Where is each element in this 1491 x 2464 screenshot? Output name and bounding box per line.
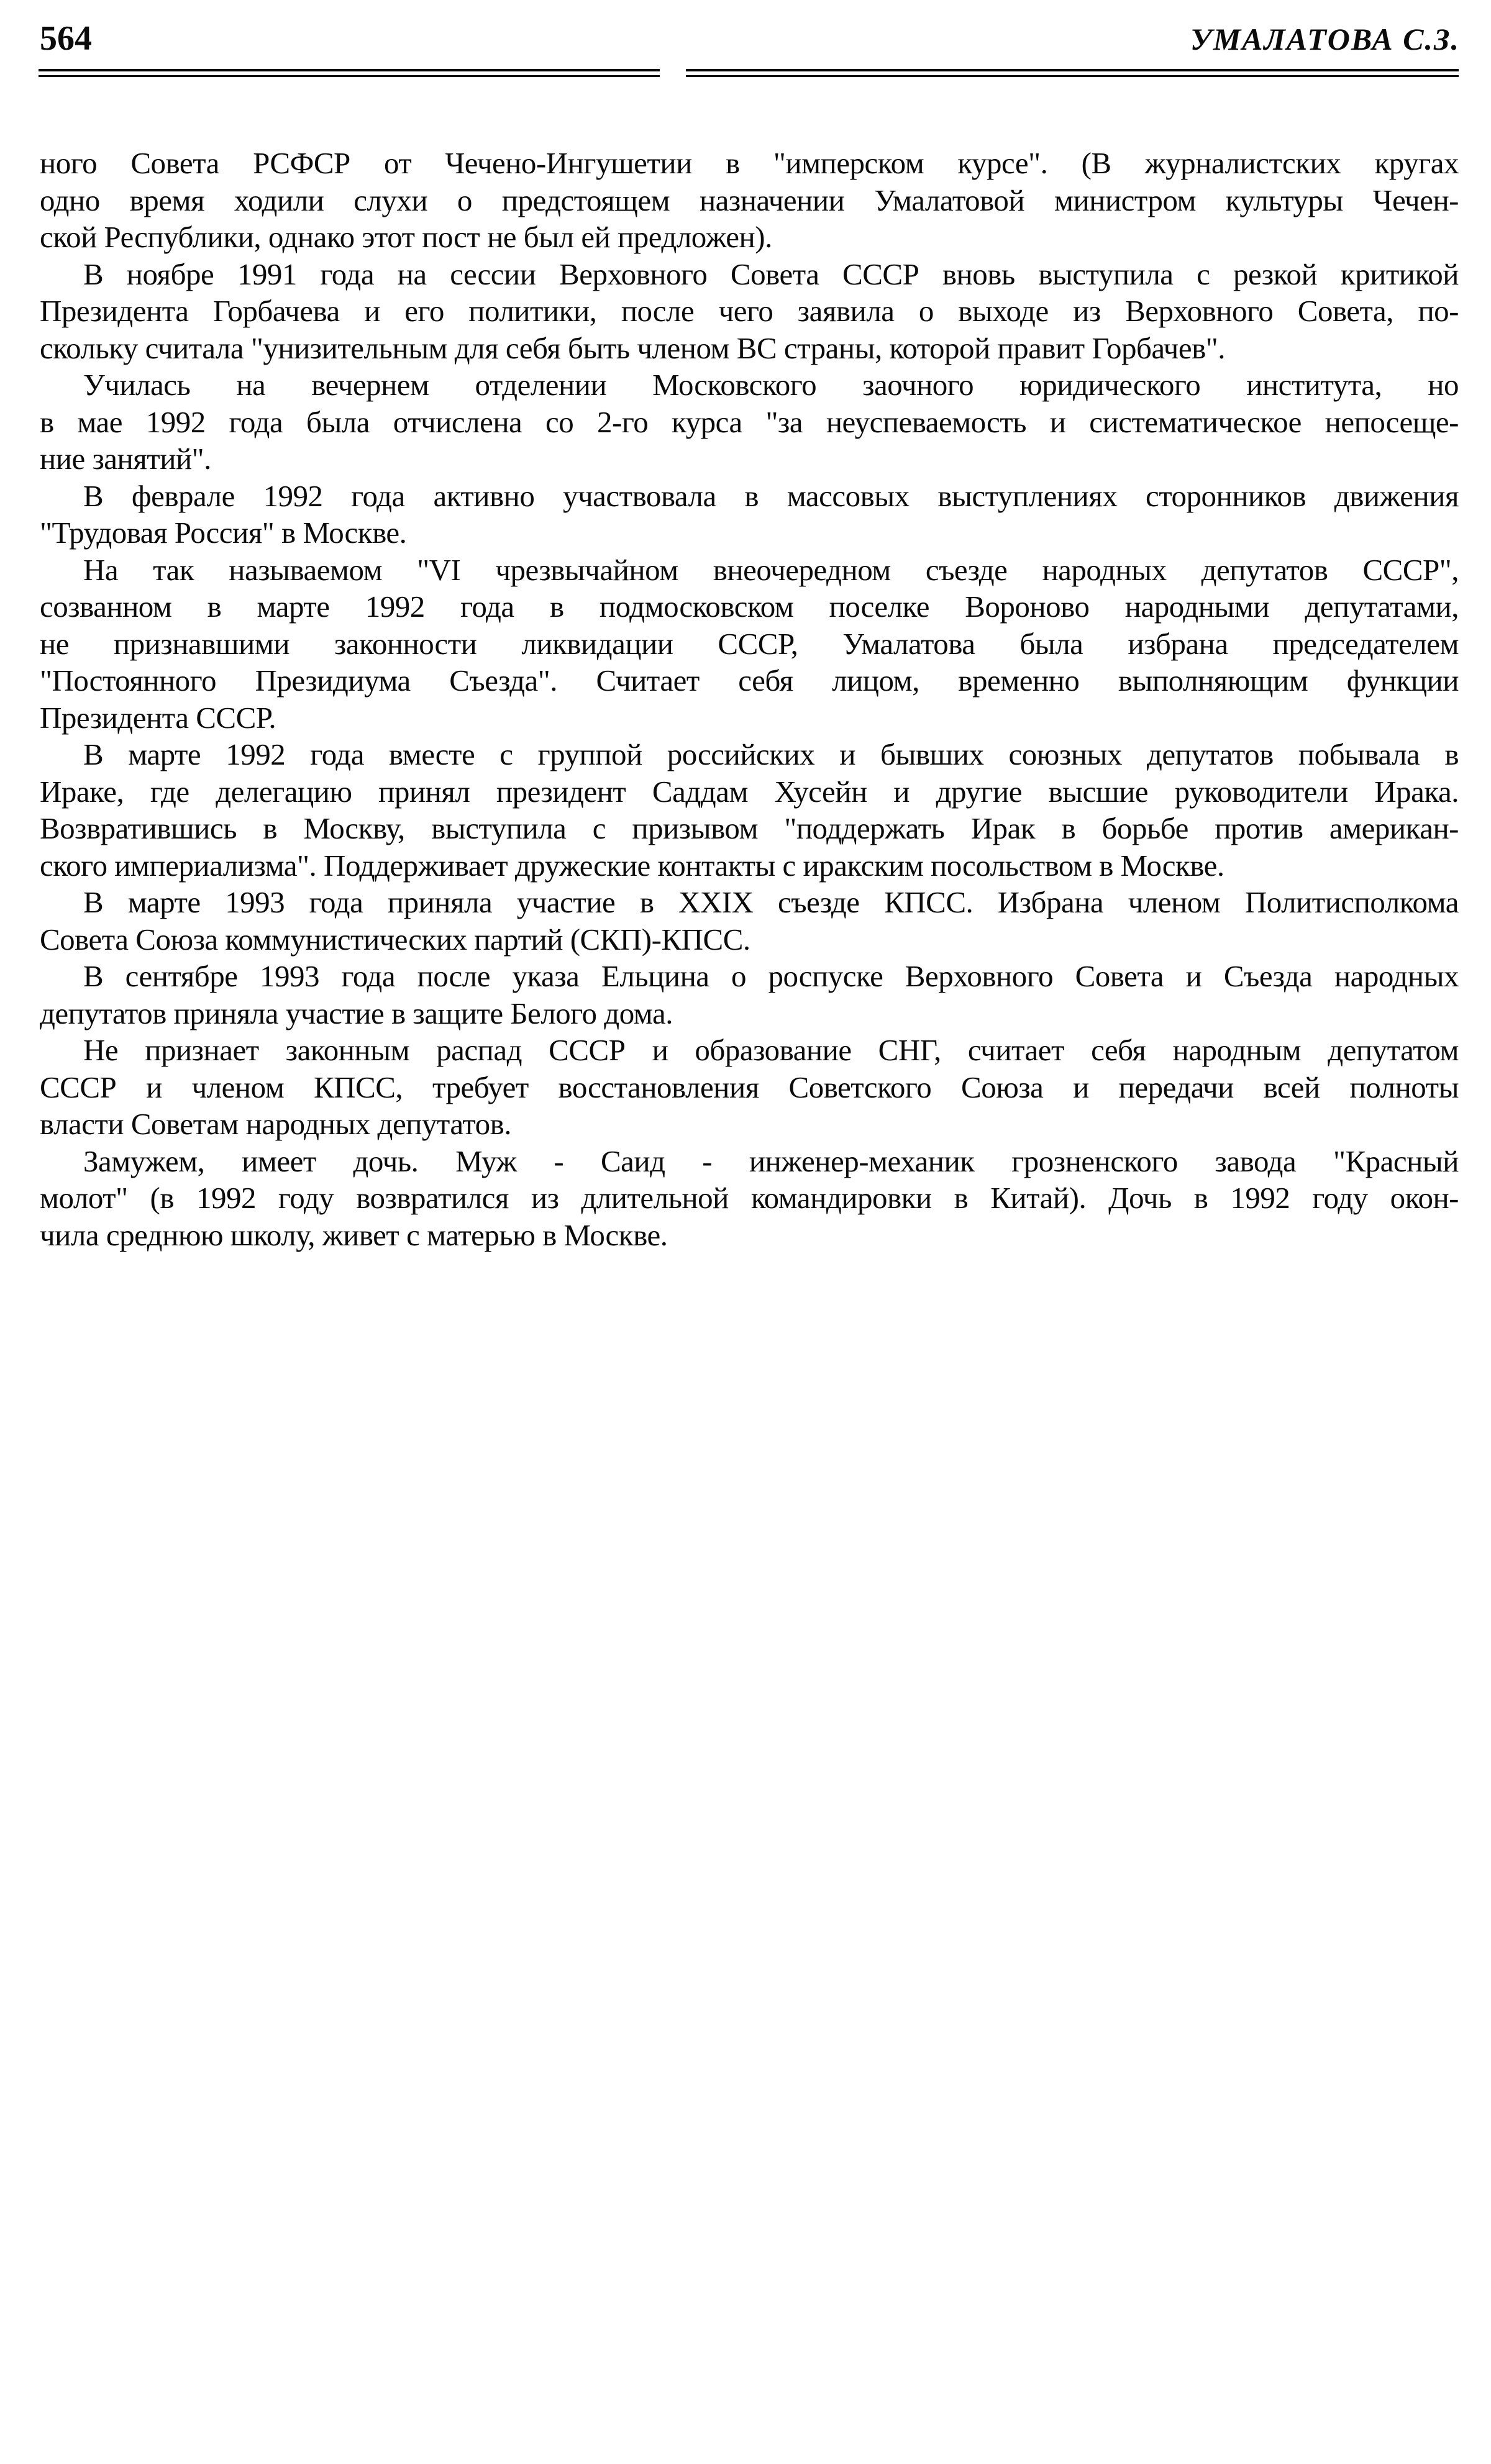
running-title: УМАЛАТОВА С.З. <box>1190 22 1460 57</box>
text-line: молот" (в 1992 году возвратился из длительной командировки в Китай). Дочь в 1992 году окон- <box>40 1181 1459 1215</box>
text-line: власти Советам народных депутатов. <box>40 1107 512 1141</box>
text-line: не признавшими законности ликвидации СССР, Умалатова была избрана председателем <box>40 626 1459 661</box>
text-line: "Постоянного Президиума Съезда". Считает себя лицом, временно выполняющим функции <box>40 663 1459 698</box>
text-line: депутатов приняла участие в защите Белого дома. <box>40 996 673 1030</box>
text-line: скольку считала "унизительным для себя быть членом ВС страны, которой правит Горбачев". <box>40 330 1225 365</box>
text-line: одно время ходили слухи о предстоящем назначении Умалатовой министром культуры Чечен- <box>40 183 1459 217</box>
text-line: Не признает законным распад СССР и образование СНГ, считает себя народным депутатом <box>83 1033 1459 1067</box>
page-number: 564 <box>40 19 92 58</box>
article-body <box>40 145 1459 1253</box>
text-line: созванном в марте 1992 года в подмосковском поселке Вороново народными депутатами, <box>40 589 1459 624</box>
text-line: в мае 1992 года была отчислена со 2-го курса "за неуспеваемость и систематическое непосеще- <box>40 404 1459 439</box>
text-line: Училась на вечернем отделении Московского заочного юридического института, но <box>83 368 1459 402</box>
page-header <box>40 19 1460 58</box>
text-line: ного Совета РСФСР от Чечено-Ингушетии в "имперском курсе". (В журналистских кругах <box>40 146 1459 180</box>
text-line: Возвратившись в Москву, выступила с призывом "поддержать Ирак в борьбе против американ- <box>40 811 1459 845</box>
text-line: "Трудовая Россия" в Москве. <box>40 516 407 550</box>
text-line: В марте 1992 года вместе с группой российских и бывших союзных депутатов побывала в <box>83 737 1459 771</box>
text-line: ние занятий". <box>40 442 211 476</box>
rule-segment-left <box>39 69 660 77</box>
text-line: Президента Горбачева и его политики, после чего заявила о выходе из Верховного Совета, по- <box>40 294 1459 328</box>
text-line: Президента СССР. <box>40 700 276 735</box>
text-line: В феврале 1992 года активно участвовала в массовых выступлениях сторонников движения <box>83 478 1459 513</box>
text-line: Замужем, имеет дочь. Муж - Саид - инженер-механик грозненского завода "Красный <box>83 1143 1459 1178</box>
text-line: чила среднюю школу, живет с матерью в Москве. <box>40 1217 668 1252</box>
text-line: ской Республики, однако этот пост не был ей предложен). <box>40 220 772 254</box>
header-double-rule <box>39 69 1459 77</box>
text-line: Ираке, где делегацию принял президент Саддам Хусейн и другие высшие руководители Ирака. <box>40 774 1459 809</box>
rule-gap <box>660 69 686 77</box>
text-line: В сентябре 1993 года после указа Ельцина о роспуске Верховного Совета и Съезда народных <box>83 959 1459 993</box>
text-line: СССР и членом КПСС, требует восстановления Советского Союза и передачи всей полноты <box>40 1070 1459 1104</box>
text-line: В марте 1993 года приняла участие в XXIX съезде КПСС. Избрана членом Политисполкома <box>83 885 1459 919</box>
text-line: На так называемом "VI чрезвычайном внеочередном съезде народных депутатов СССР", <box>83 552 1459 587</box>
text-line: Совета Союза коммунистических партий (СКП)-КПСС. <box>40 922 750 957</box>
rule-segment-right <box>686 69 1459 77</box>
text-line: ского империализма". Поддерживает дружеские контакты с иракским посольством в Москве. <box>40 848 1224 883</box>
text-line: В ноябре 1991 года на сессии Верховного Совета СССР вновь выступила с резкой критикой <box>83 257 1459 291</box>
